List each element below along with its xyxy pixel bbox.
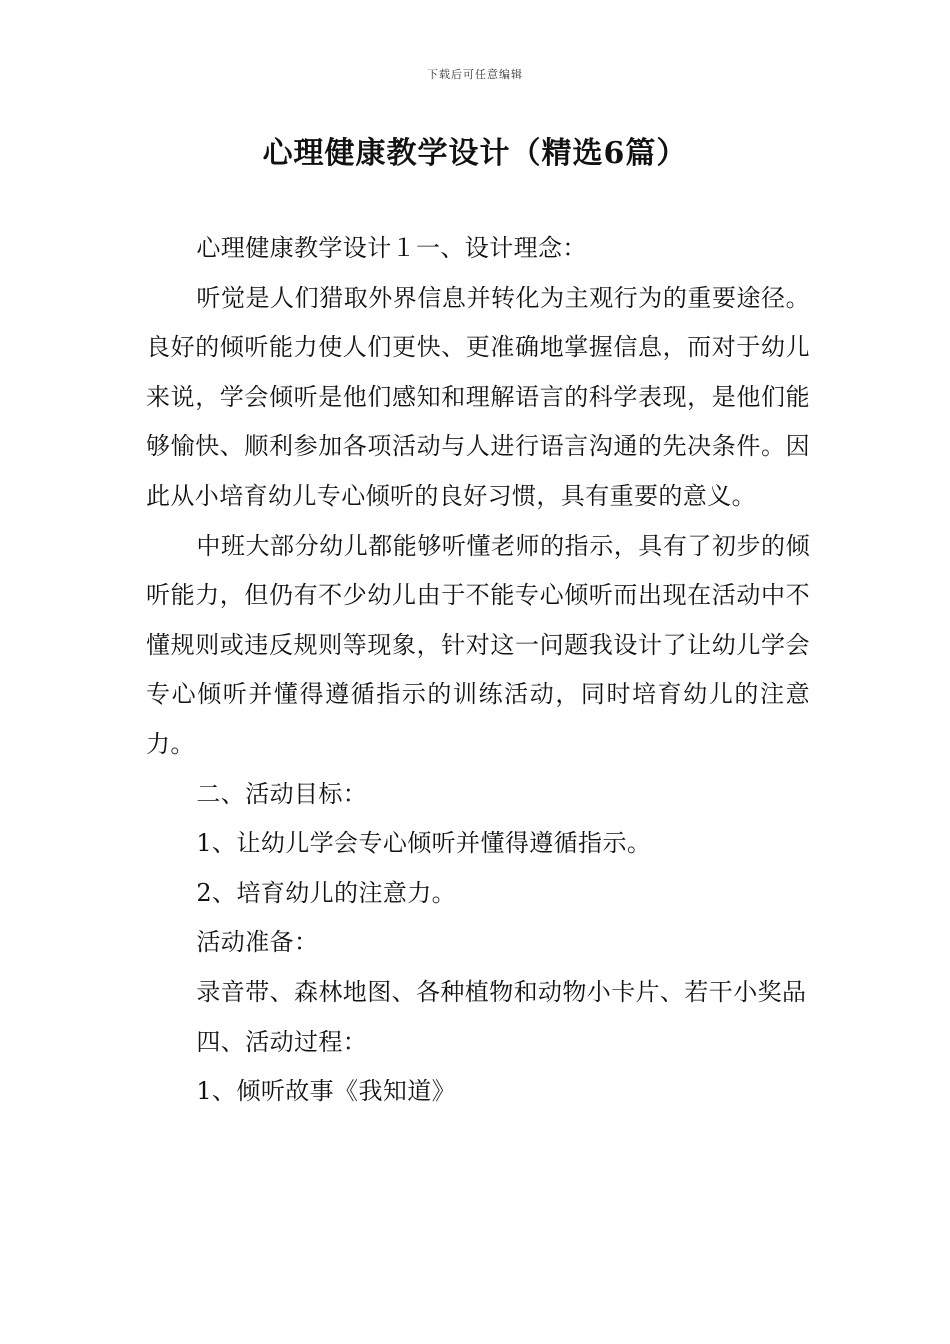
paragraph-class-situation: 中班大部分幼儿都能够听懂老师的指示，具有了初步的倾听能力，但仍有不少幼儿由于不能专心倾听而出现在活动中不懂规则或违反规则等现象，针对这一问题我设计了让幼儿学会专心倾听并懂得遵循指示的训练活动，同时培育幼儿的注意力。	[146, 531, 810, 758]
paragraph-process-step-1: 1、倾听故事《我知道》	[196, 1077, 457, 1106]
paragraph-preparation-heading: 活动准备：	[196, 928, 319, 957]
paragraph-intro: 心理健康教学设计１一、设计理念：	[196, 234, 587, 262]
paragraph-goal-1: 1、让幼儿学会专心倾听并懂得遵循指示。	[196, 829, 652, 858]
paragraph-materials: 录音带、森林地图、各种植物和动物小卡片、若干小奖品	[196, 977, 807, 1006]
paragraph-process-heading: 四、活动过程：	[196, 1027, 368, 1056]
document-title: 心理健康教学设计（精选6篇）	[262, 136, 688, 171]
paragraph-goals-heading: 二、活动目标：	[196, 779, 368, 808]
paragraph-design-concept: 听觉是人们猎取外界信息并转化为主观行为的重要途径。良好的倾听能力使人们更快、更准确地掌握信息，而对于幼儿来说，学会倾听是他们感知和理解语言的科学表现，是他们能够愉快、顺利参加各项活动与人进行语言沟通的先决条件。因此从小培育幼儿专心倾听的良好习惯，具有重要的意义。	[146, 283, 810, 510]
paragraph-goal-2: 2、培育幼儿的注意力。	[196, 878, 457, 907]
header-note: 下载后可任意编辑	[427, 68, 523, 81]
document-body	[146, 224, 810, 1117]
